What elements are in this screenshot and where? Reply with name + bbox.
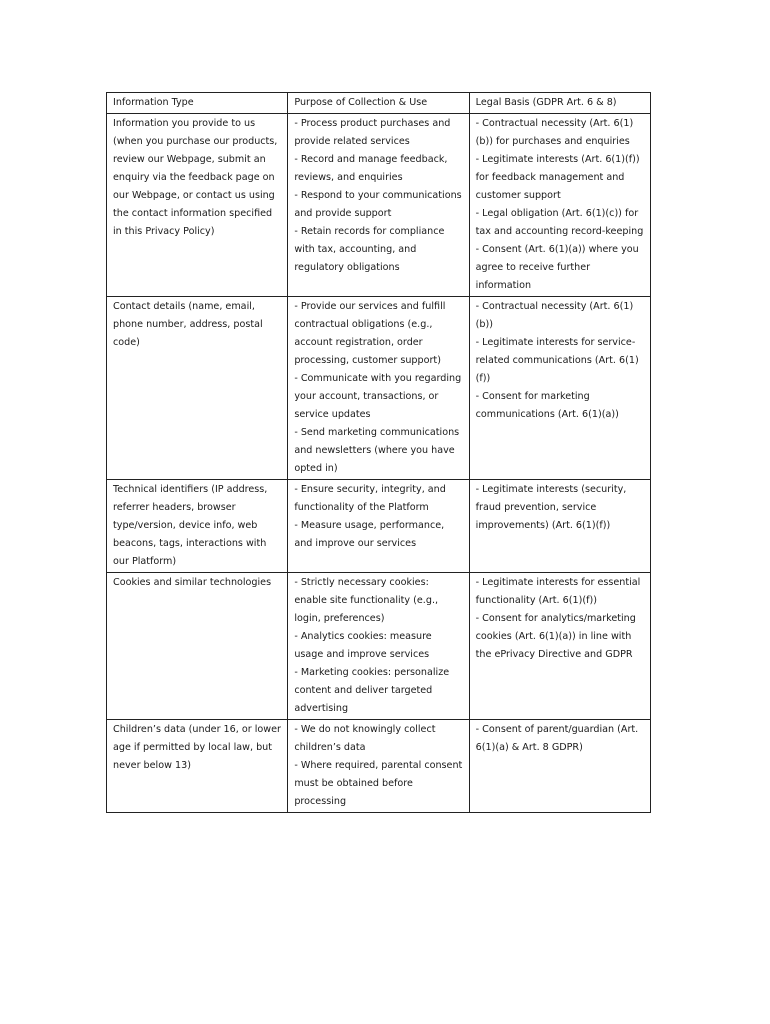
header-legal-basis: Legal Basis (GDPR Art. 6 & 8) bbox=[469, 93, 650, 114]
cell-legal-basis bbox=[469, 720, 650, 813]
purpose-item: - Strictly necessary cookies: enable site functionality (e.g., login, preferences) bbox=[294, 577, 439, 624]
legal-basis-item: - Legitimate interests for essential functionality (Art. 6(1)(f)) bbox=[475, 577, 641, 606]
table-header-row bbox=[107, 93, 651, 114]
legal-basis-item: - Consent for marketing communications (Art. 6(1)(a)) bbox=[475, 391, 619, 420]
legal-basis-item: - Legitimate interests for service-related communications (Art. 6(1)(f)) bbox=[475, 337, 639, 384]
purpose-item: - Analytics cookies: measure usage and improve services bbox=[294, 631, 432, 660]
cell-legal-basis bbox=[469, 297, 650, 480]
purpose-item: - Measure usage, performance, and improve our services bbox=[294, 520, 445, 549]
cell-purpose bbox=[288, 297, 469, 480]
purpose-item: - Record and manage feedback, reviews, and enquiries bbox=[294, 154, 448, 183]
cell-purpose bbox=[288, 720, 469, 813]
header-information-type: Information Type bbox=[107, 93, 288, 114]
purpose-item: - Where required, parental consent must be obtained before processing bbox=[294, 760, 463, 807]
cell-purpose bbox=[288, 114, 469, 297]
cell-legal-basis bbox=[469, 573, 650, 720]
cell-information-type: Cookies and similar technologies bbox=[107, 573, 288, 720]
cell-information-type: Information you provide to us (when you purchase our products, review our Webpage, submit an enquiry via the feedback page on our Webpage, or contact us using the contact information specified in this Privacy Policy) bbox=[107, 114, 288, 297]
purpose-item: - Ensure security, integrity, and functionality of the Platform bbox=[294, 484, 446, 513]
purpose-item: - Send marketing communications and newsletters (where you have opted in) bbox=[294, 427, 460, 474]
legal-basis-item: - Consent (Art. 6(1)(a)) where you agree to receive further information bbox=[475, 244, 639, 291]
cell-information-type: Technical identifiers (IP address, referrer headers, browser type/version, device info, web beacons, tags, interactions with our Platform) bbox=[107, 480, 288, 573]
purpose-item: - We do not knowingly collect children’s data bbox=[294, 724, 436, 753]
cell-legal-basis bbox=[469, 114, 650, 297]
table-row bbox=[107, 114, 651, 297]
gdpr-data-table bbox=[106, 92, 651, 813]
cell-purpose bbox=[288, 573, 469, 720]
purpose-item: - Process product purchases and provide related services bbox=[294, 118, 451, 147]
purpose-item: - Marketing cookies: personalize content and deliver targeted advertising bbox=[294, 667, 450, 714]
legal-basis-item: - Legitimate interests (security, fraud prevention, service improvements) (Art. 6(1)(f)) bbox=[475, 484, 627, 531]
purpose-item: - Respond to your communications and provide support bbox=[294, 190, 462, 219]
purpose-item: - Provide our services and fulfill contractual obligations (e.g., account registration, order processing, customer support) bbox=[294, 301, 446, 366]
table-row bbox=[107, 480, 651, 573]
legal-basis-item: - Legitimate interests (Art. 6(1)(f)) for feedback management and customer support bbox=[475, 154, 640, 201]
legal-basis-item: - Legal obligation (Art. 6(1)(c)) for tax and accounting record-keeping bbox=[475, 208, 644, 237]
cell-information-type: Contact details (name, email, phone number, address, postal code) bbox=[107, 297, 288, 480]
header-purpose: Purpose of Collection & Use bbox=[288, 93, 469, 114]
table-row bbox=[107, 720, 651, 813]
purpose-item: - Retain records for compliance with tax, accounting, and regulatory obligations bbox=[294, 226, 445, 273]
table-body bbox=[107, 114, 651, 813]
cell-information-type: Children’s data (under 16, or lower age if permitted by local law, but never below 13) bbox=[107, 720, 288, 813]
table-row bbox=[107, 297, 651, 480]
table-row bbox=[107, 573, 651, 720]
legal-basis-item: - Contractual necessity (Art. 6(1)(b)) for purchases and enquiries bbox=[475, 118, 634, 147]
legal-basis-item: - Contractual necessity (Art. 6(1)(b)) bbox=[475, 301, 634, 330]
legal-basis-item: - Consent for analytics/marketing cookies (Art. 6(1)(a)) in line with the ePrivacy Directive and GDPR bbox=[475, 613, 636, 660]
purpose-item: - Communicate with you regarding your account, transactions, or service updates bbox=[294, 373, 462, 420]
legal-basis-item: - Consent of parent/guardian (Art. 6(1)(a) & Art. 8 GDPR) bbox=[475, 724, 639, 753]
cell-purpose bbox=[288, 480, 469, 573]
cell-legal-basis bbox=[469, 480, 650, 573]
